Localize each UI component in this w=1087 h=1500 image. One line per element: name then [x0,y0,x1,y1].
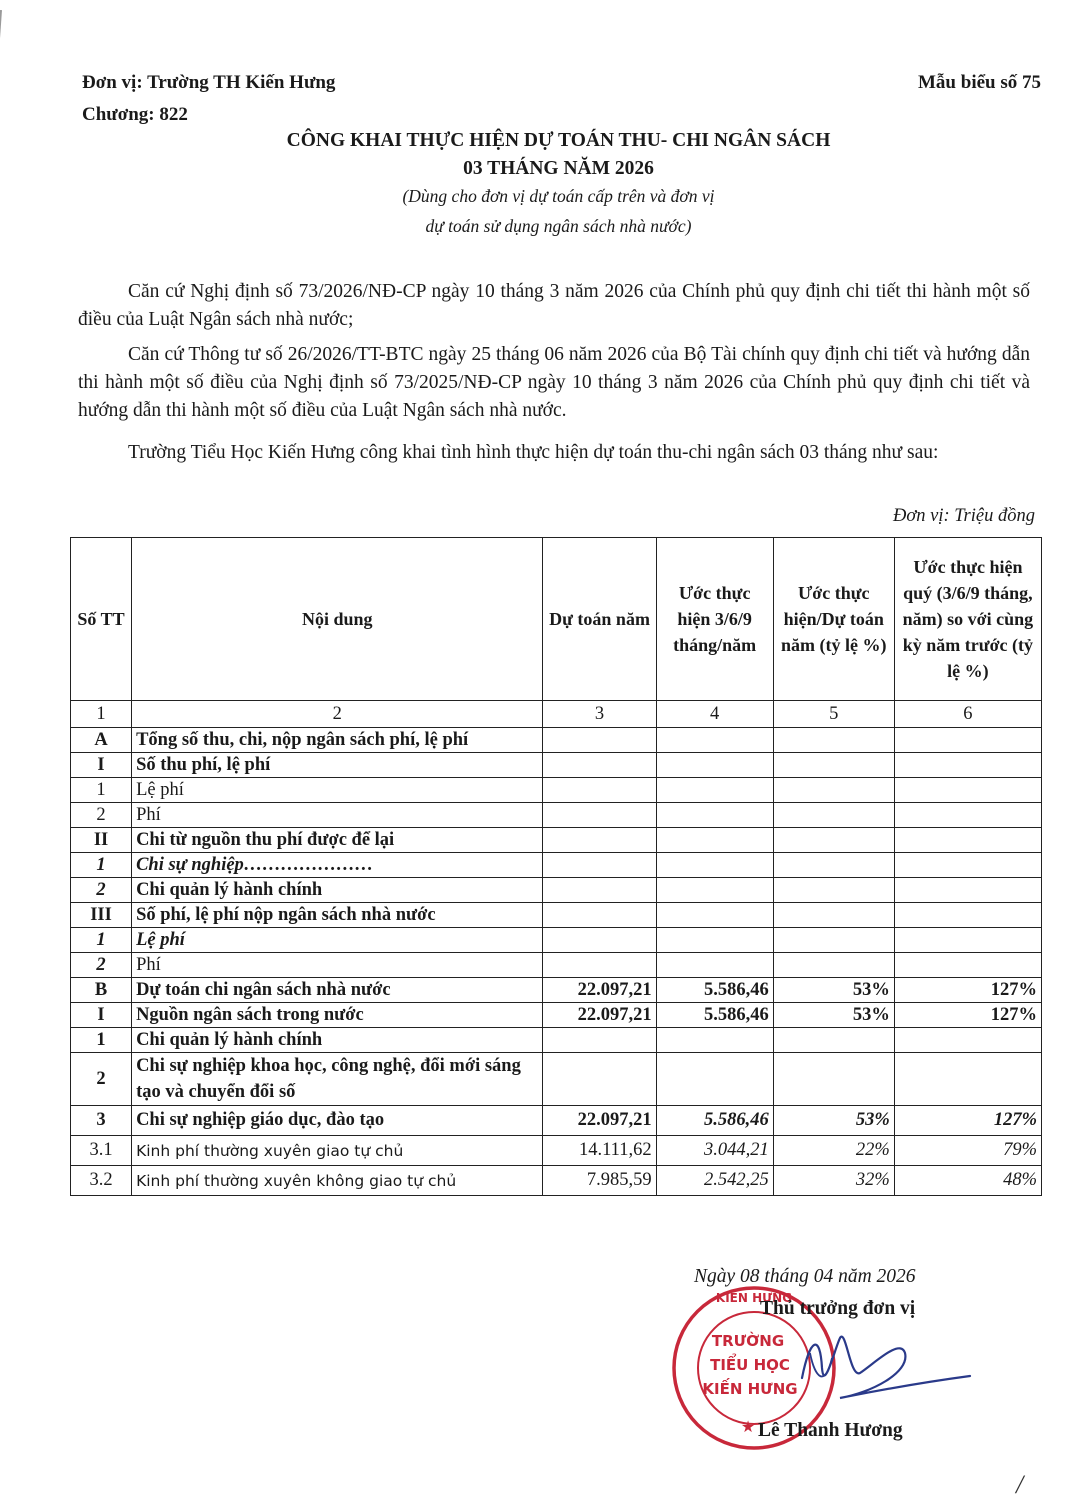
row-content: Kinh phí thường xuyên không giao tự chủ [132,1166,543,1196]
row-stt: 1 [71,928,132,953]
signing-date: Ngày 08 tháng 04 năm 2026 [694,1266,916,1287]
row-stt: 1 [71,778,132,803]
row-ratio: 53% [773,1003,894,1028]
seal-line-1: TRƯỜNG [711,1332,785,1350]
column-number: 3 [543,701,656,728]
table-row [71,1106,1042,1136]
handwritten-signature-icon [780,1318,980,1408]
row-stt: 1 [71,853,132,878]
signer-name: Lê Thanh Hương [758,1420,903,1441]
row-ratio [773,853,894,878]
row-content: Chi sự nghiệp giáo dục, đào tạo [132,1106,543,1136]
row-content: Nguồn ngân sách trong nước [132,1003,543,1028]
row-stt: 3.1 [71,1136,132,1166]
row-content: Phí [132,803,543,828]
row-budget: 22.097,21 [543,978,656,1003]
row-ratio [773,878,894,903]
table-row [71,1136,1042,1166]
row-content: Lệ phí [132,928,543,953]
row-budget: 7.985,59 [543,1166,656,1196]
svg-text:★: ★ [740,1417,756,1436]
row-content: Kinh phí thường xuyên giao tự chủ [132,1136,543,1166]
row-stt: 2 [71,878,132,903]
row-stt: III [71,903,132,928]
row-estimate [656,953,773,978]
column-number: 2 [132,701,543,728]
header-content: Nội dung [132,538,543,701]
row-ratio [773,903,894,928]
column-number-row [71,701,1042,728]
document-title-period: 03 THÁNG NĂM 2026 [463,158,654,179]
table-row [71,1028,1042,1053]
row-ratio [773,1028,894,1053]
row-ratio [773,728,894,753]
row-compare [894,728,1041,753]
row-estimate [656,778,773,803]
row-budget [543,928,656,953]
paragraph-disclosure: Trường Tiểu Học Kiến Hưng công khai tình hình thực hiện dự toán thu-chi ngân sách 03 tháng như sau: [128,442,939,463]
row-ratio [773,753,894,778]
row-estimate [656,803,773,828]
row-ratio [773,803,894,828]
row-stt: A [71,728,132,753]
column-number: 4 [656,701,773,728]
table-row [71,853,1042,878]
row-estimate [656,728,773,753]
row-content: Chi sự nghiệp khoa học, công nghệ, đổi mới sáng tạo và chuyển đổi số [132,1053,543,1106]
row-ratio [773,928,894,953]
row-stt: B [71,978,132,1003]
table-header-row [71,538,1042,701]
row-content: Phí [132,953,543,978]
row-budget: 22.097,21 [543,1003,656,1028]
row-budget: 22.097,21 [543,1106,656,1136]
signer-title: Thủ trưởng đơn vị [760,1298,916,1319]
row-budget [543,878,656,903]
table-row [71,753,1042,778]
row-compare [894,853,1041,878]
row-ratio: 32% [773,1166,894,1196]
unit-line: Đơn vị: Trường TH Kiến Hưng [82,72,336,93]
row-estimate [656,1053,773,1106]
row-content: Số thu phí, lệ phí [132,753,543,778]
row-compare: 127% [894,1106,1041,1136]
row-compare [894,878,1041,903]
row-compare [894,753,1041,778]
table-row [71,978,1042,1003]
table-row [71,928,1042,953]
row-budget [543,753,656,778]
row-budget [543,778,656,803]
row-estimate [656,928,773,953]
row-ratio [773,953,894,978]
row-ratio: 53% [773,978,894,1003]
document-subtitle: (Dùng cho đơn vị dự toán cấp trên và đơn vị [402,186,715,206]
row-estimate [656,1028,773,1053]
column-number: 1 [71,701,132,728]
row-compare [894,953,1041,978]
row-estimate [656,853,773,878]
row-content: Lệ phí [132,778,543,803]
document-title: CÔNG KHAI THỰC HIỆN DỰ TOÁN THU- CHI NGÂN SÁCH [286,130,831,151]
row-budget [543,1028,656,1053]
row-stt: I [71,1003,132,1028]
table-row [71,1003,1042,1028]
budget-table [70,537,1042,1196]
row-estimate [656,828,773,853]
row-estimate: 5.586,46 [656,1106,773,1136]
seal-line-2: TIỂU HỌC [710,1356,790,1374]
row-stt: 3.2 [71,1166,132,1196]
row-stt: 2 [71,953,132,978]
row-compare: 48% [894,1166,1041,1196]
row-budget [543,903,656,928]
row-ratio: 22% [773,1136,894,1166]
column-number: 5 [773,701,894,728]
header-compare: Ước thực hiện quý (3/6/9 tháng, năm) so với cùng kỳ năm trước (tỷ lệ %) [894,538,1041,701]
row-content: Dự toán chi ngân sách nhà nước [132,978,543,1003]
row-compare: 127% [894,1003,1041,1028]
row-estimate: 5.586,46 [656,1003,773,1028]
row-budget [543,853,656,878]
table-row [71,878,1042,903]
table-row [71,778,1042,803]
row-compare [894,828,1041,853]
row-budget [543,728,656,753]
row-estimate: 5.586,46 [656,978,773,1003]
row-estimate: 3.044,21 [656,1136,773,1166]
row-ratio [773,778,894,803]
row-budget [543,803,656,828]
row-stt: II [71,828,132,853]
column-number: 6 [894,701,1041,728]
table-row [71,828,1042,853]
row-compare [894,928,1041,953]
row-stt: 2 [71,803,132,828]
row-content: Tổng số thu, chi, nộp ngân sách phí, lệ phí [132,728,543,753]
table-row [71,1053,1042,1106]
row-stt: 1 [71,1028,132,1053]
seal-line-3: KIẾN HƯNG [702,1380,798,1398]
table-row [71,1166,1042,1196]
chapter-line: Chương: 822 [82,104,188,125]
row-content: Số phí, lệ phí nộp ngân sách nhà nước [132,903,543,928]
row-estimate [656,903,773,928]
row-compare [894,803,1041,828]
paragraph-legal-basis-1: Căn cứ Nghị định số 73/2026/NĐ-CP ngày 10 tháng 3 năm 2026 của Chính phủ quy định chi tiết thi hành một số điều của Luật Ngân sách nhà nước; [78,281,1030,330]
document-subtitle-2: dự toán sử dụng ngân sách nhà nước) [425,216,692,236]
row-content: Chi từ nguồn thu phí được để lại [132,828,543,853]
row-content: Chi quản lý hành chính [132,1028,543,1053]
table-row [71,728,1042,753]
row-budget [543,1053,656,1106]
row-estimate [656,753,773,778]
row-compare [894,778,1041,803]
seal-ring-text: KIẾN HƯNG [715,1291,793,1305]
row-content: Chi quản lý hành chính [132,878,543,903]
row-compare: 79% [894,1136,1041,1166]
corner-mark: / [1016,1470,1024,1499]
header-budget: Dự toán năm [543,538,656,701]
row-compare [894,1028,1041,1053]
header-stt: Số TT [71,538,132,701]
paragraph-legal-basis-2: Căn cứ Thông tư số 26/2026/TT-BTC ngày 25 tháng 06 năm 2026 của Bộ Tài chính quy định chi tiết và hướng dẫn thi hành một số điều của Nghị định số 73/2025/NĐ-CP ngày 10 tháng 3 năm 2026 của Chính phủ quy định chi tiết và hướng dẫn thi hành một số điều của Luật Ngân sách nhà nước. [78,344,1030,421]
row-compare [894,903,1041,928]
row-estimate [656,878,773,903]
row-content: Chi sự nghiệp………………… [132,853,543,878]
row-budget: 14.111,62 [543,1136,656,1166]
row-ratio [773,1053,894,1106]
row-compare [894,1053,1041,1106]
table-row [71,803,1042,828]
table-row [71,953,1042,978]
form-number: Mẫu biểu số 75 [918,72,1041,93]
row-budget [543,953,656,978]
row-compare: 127% [894,978,1041,1003]
row-estimate: 2.542,25 [656,1166,773,1196]
currency-unit-note: Đơn vị: Triệu đồng [893,506,1035,526]
row-ratio [773,828,894,853]
row-stt: 3 [71,1106,132,1136]
row-stt: 2 [71,1053,132,1106]
header-ratio: Ước thực hiện/Dự toán năm (tỷ lệ %) [773,538,894,701]
row-budget [543,828,656,853]
row-ratio: 53% [773,1106,894,1136]
row-stt: I [71,753,132,778]
table-row [71,903,1042,928]
header-estimate: Ước thực hiện 3/6/9 tháng/năm [656,538,773,701]
